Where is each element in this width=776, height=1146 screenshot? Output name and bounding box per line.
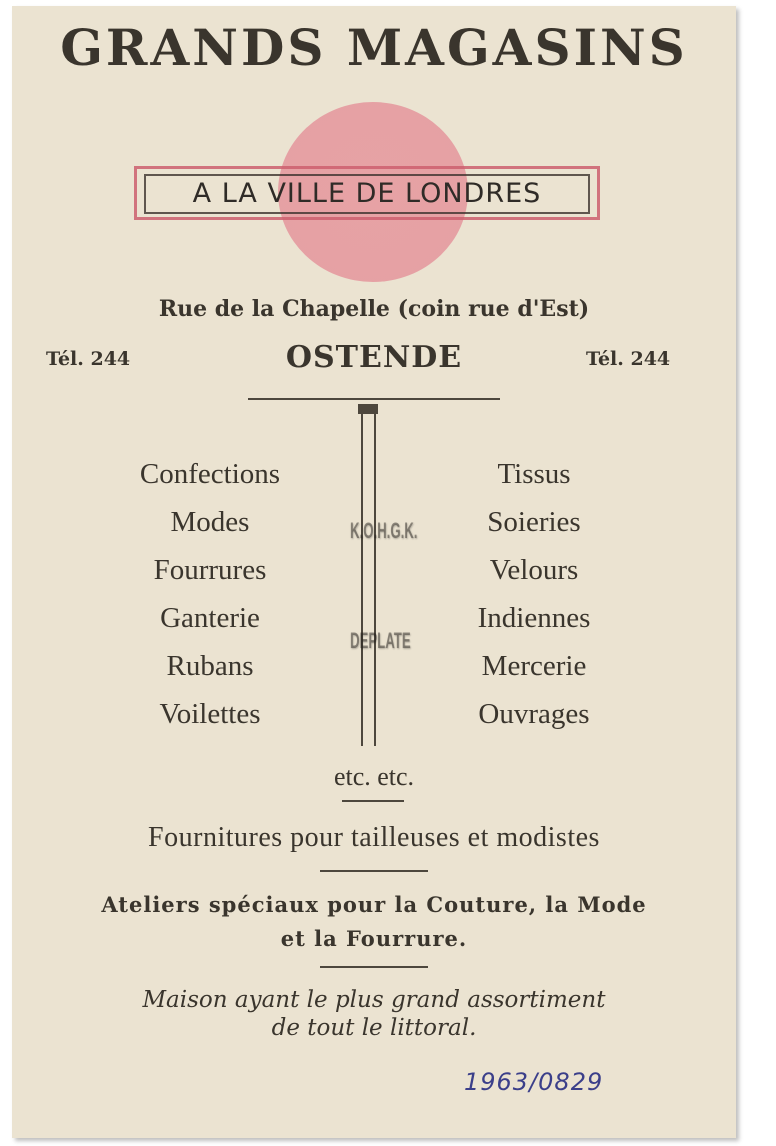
workshops-text [12,888,736,956]
list-item: Velours [489,554,579,586]
list-item: Ganterie [160,602,260,634]
list-item: Fourrures [153,554,267,586]
workshops-line: et la Fourrure. [280,926,468,951]
divider [342,800,404,802]
divider [320,870,428,872]
list-item: Modes [170,506,250,538]
divider [320,966,428,968]
telephone-right: Tél. 244 [586,348,671,370]
store-address: Rue de la Chapelle (coin rue d'Est) [158,296,590,322]
city-name: OSTENDE [285,340,463,375]
list-item: Ouvrages [478,698,590,730]
right-product-list [436,450,632,738]
divider-top [248,398,500,400]
telephone-left: Tél. 244 [46,348,131,370]
store-name-stamp: A LA VILLE DE LONDRES [144,174,590,214]
list-item: Confections [139,458,281,490]
watermark-text: K.O.H.G.K. [350,518,418,543]
list-item: Voilettes [159,698,261,730]
column-divider [374,410,376,746]
document-page [12,6,736,1138]
watermark-text: DEPLATE [350,628,411,653]
left-product-list [100,450,320,738]
list-item: Rubans [166,650,254,682]
document-heading: GRANDS MAGASINS [60,18,688,77]
slogan-line: de tout le littoral. [271,1015,477,1041]
slogan-line: Maison ayant le plus grand assortiment [142,987,606,1013]
column-divider [361,410,363,746]
list-item: Tissus [497,458,571,490]
supplies-text: Fournitures pour tailleuses et modistes [148,822,600,853]
handwritten-catalog-number: 1963/0829 [464,1068,604,1096]
etc-text: etc. etc. [333,762,415,791]
list-item: Soieries [487,506,581,538]
list-item: Indiennes [477,602,591,634]
list-item: Mercerie [481,650,587,682]
store-slogan [12,986,736,1042]
workshops-line: Ateliers spéciaux pour la Couture, la Mode [101,892,647,917]
